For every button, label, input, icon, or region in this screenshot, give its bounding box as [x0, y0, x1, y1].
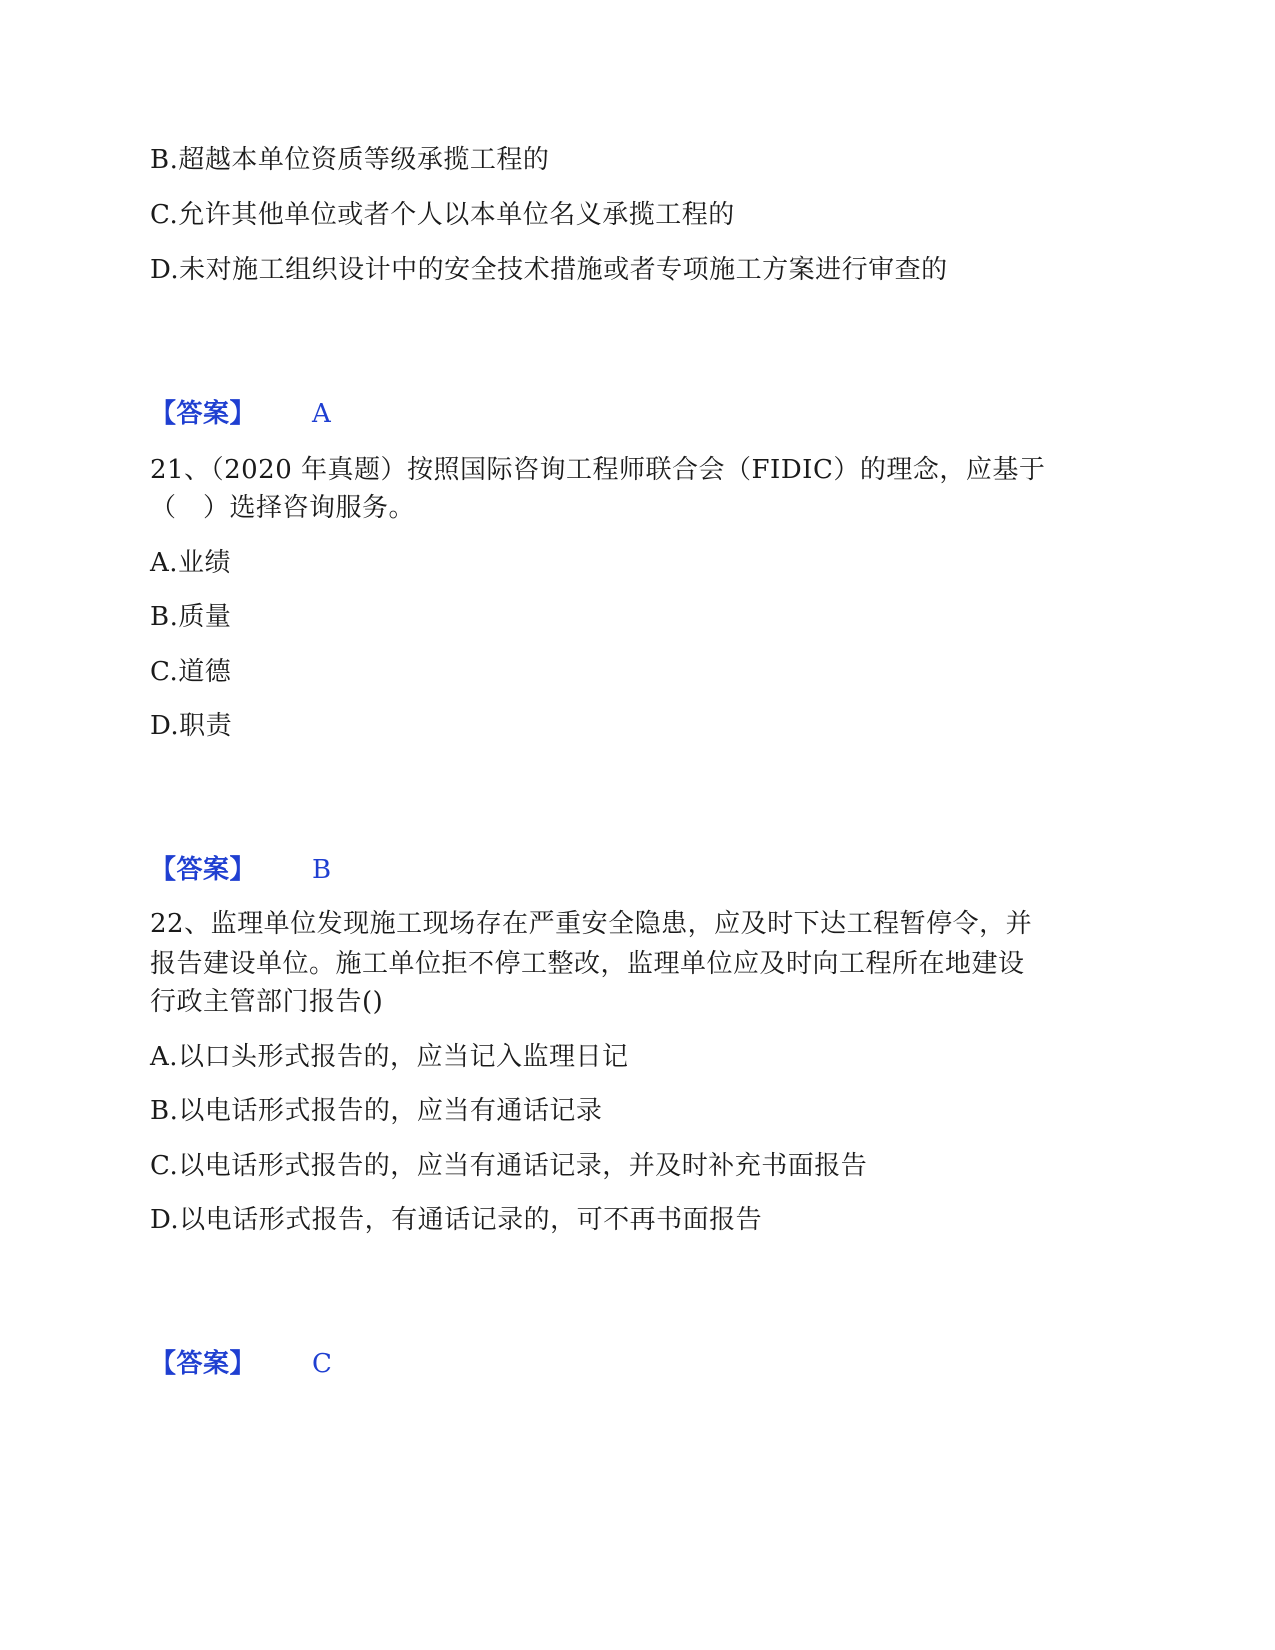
- q21-stem-line2: （ ）选择咨询服务。: [150, 493, 416, 523]
- q21-option-a: A.业绩: [150, 548, 232, 578]
- q21-answer-row: [150, 854, 332, 886]
- answer-label: 【答案】: [150, 399, 257, 429]
- answer-value: A: [312, 399, 332, 429]
- q22-option-c: C.以电话形式报告的，应当有通话记录，并及时补充书面报告: [150, 1151, 868, 1181]
- prev-option-b: B.超越本单位资质等级承揽工程的: [150, 145, 550, 175]
- prev-option-c: C.允许其他单位或者个人以本单位名义承揽工程的: [150, 200, 735, 230]
- answer-label: 【答案】: [150, 1349, 257, 1379]
- prev-answer-row: [150, 398, 331, 430]
- q22-stem-line2: 报告建设单位。施工单位拒不停工整改，监理单位应及时向工程所在地建设: [150, 949, 1025, 979]
- answer-value: C: [312, 1349, 333, 1379]
- q21-stem-line1: 21、（2020 年真题）按照国际咨询工程师联合会（FIDIC）的理念，应基于: [150, 455, 1046, 485]
- q22-option-d: D.以电话形式报告，有通话记录的，可不再书面报告: [150, 1205, 763, 1235]
- q21-option-b: B.质量: [150, 602, 232, 632]
- q22-option-b: B.以电话形式报告的，应当有通话记录: [150, 1096, 603, 1126]
- q22-option-a: A.以口头形式报告的，应当记入监理日记: [150, 1042, 629, 1072]
- q22-answer-row: [150, 1348, 332, 1380]
- answer-label: 【答案】: [150, 855, 257, 885]
- q22-stem-line3: 行政主管部门报告(): [150, 987, 384, 1017]
- q21-option-c: C.道德: [150, 657, 232, 687]
- q21-option-d: D.职责: [150, 711, 233, 741]
- q22-stem-line1: 22、监理单位发现施工现场存在严重安全隐患，应及时下达工程暂停令，并: [150, 909, 1033, 939]
- prev-option-d: D.未对施工组织设计中的安全技术措施或者专项施工方案进行审查的: [150, 255, 948, 285]
- answer-value: B: [312, 855, 332, 885]
